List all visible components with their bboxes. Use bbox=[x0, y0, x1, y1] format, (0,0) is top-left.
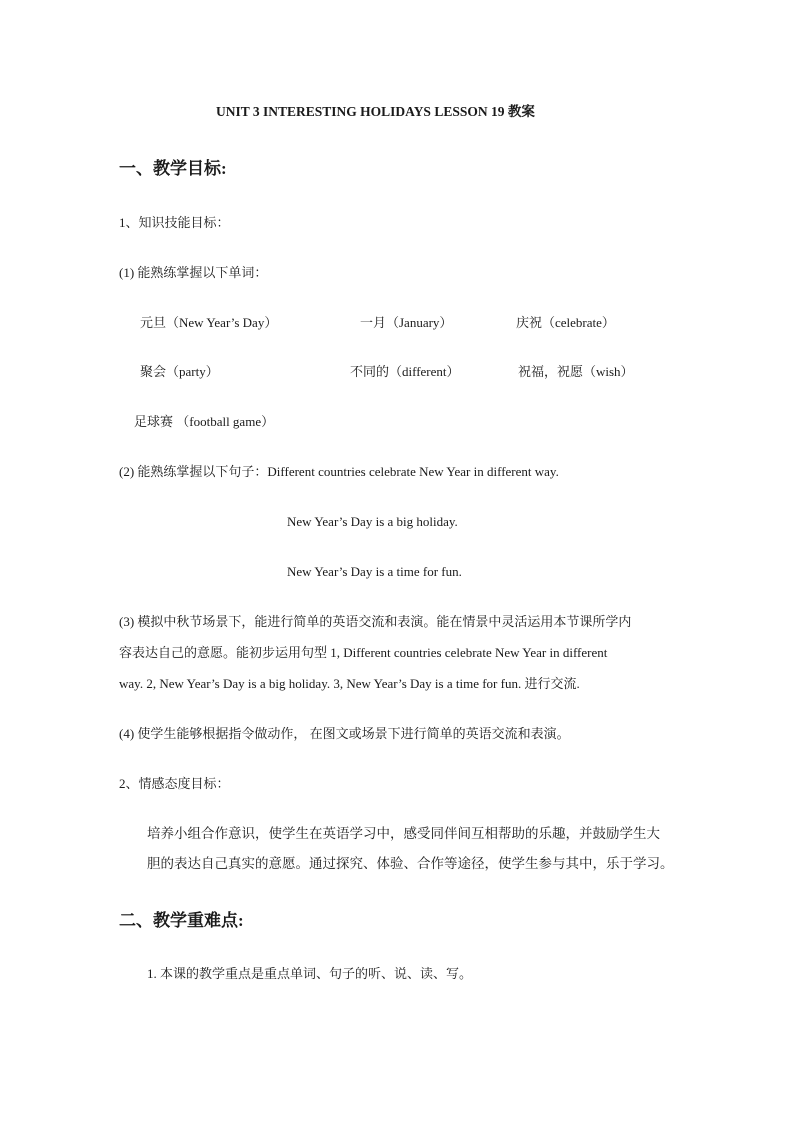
vocab-word: 祝福，祝愿（wish） bbox=[518, 364, 634, 379]
objective-item-1: (1) 能熟练掌握以下单词： bbox=[119, 265, 268, 280]
objective-item-3-line: 容表达自己的意愿。能初步运用句型 1, Different countries celebrate New Year in different bbox=[119, 645, 608, 660]
vocab-word: 元旦（New Year’s Day） bbox=[140, 315, 278, 330]
attitude-paragraph-line: 胆的表达自己真实的意愿。通过探究、体验、合作等途径，使学生参与其中，乐于学习。 bbox=[147, 856, 674, 871]
vocab-word: 不同的（different） bbox=[350, 364, 460, 379]
objective-item-3-line: (3) 模拟中秋节场景下，能进行简单的英语交流和表演。能在情景中灵活运用本节课所学内 bbox=[119, 614, 632, 629]
target-sentence: New Year’s Day is a time for fun. bbox=[287, 564, 462, 579]
subheading-knowledge-skills: 1、知识技能目标： bbox=[119, 215, 230, 230]
vocab-word: 聚会（party） bbox=[140, 364, 219, 379]
objective-item-4: (4) 使学生能够根据指令做动作， 在图文或场景下进行简单的英语交流和表演。 bbox=[119, 726, 570, 741]
attitude-paragraph-line: 培养小组合作意识，使学生在英语学习中，感受同伴间互相帮助的乐趣，并鼓励学生大 bbox=[147, 826, 660, 841]
vocab-word: 庆祝（celebrate） bbox=[516, 315, 615, 330]
objective-item-2: (2) 能熟练掌握以下句子：Different countries celebrate New Year in different way. bbox=[119, 464, 559, 479]
subheading-attitude: 2、情感态度目标： bbox=[119, 776, 230, 791]
document-title: UNIT 3 INTERESTING HOLIDAYS LESSON 19 教案 bbox=[216, 104, 535, 119]
vocab-word: 一月（January） bbox=[360, 315, 453, 330]
objective-item-3-line: way. 2, New Year’s Day is a big holiday. 3, New Year’s Day is a time for fun. 进行交流. bbox=[119, 676, 580, 691]
section-heading-objectives: 一、教学目标: bbox=[119, 159, 227, 178]
target-sentence: New Year’s Day is a big holiday. bbox=[287, 514, 458, 529]
vocab-word: 足球赛 （football game） bbox=[134, 414, 275, 429]
key-point-item-1: 1. 本课的教学重点是重点单词、句子的听、说、读、写。 bbox=[147, 966, 473, 981]
section-heading-key-points: 二、教学重难点: bbox=[119, 911, 244, 930]
